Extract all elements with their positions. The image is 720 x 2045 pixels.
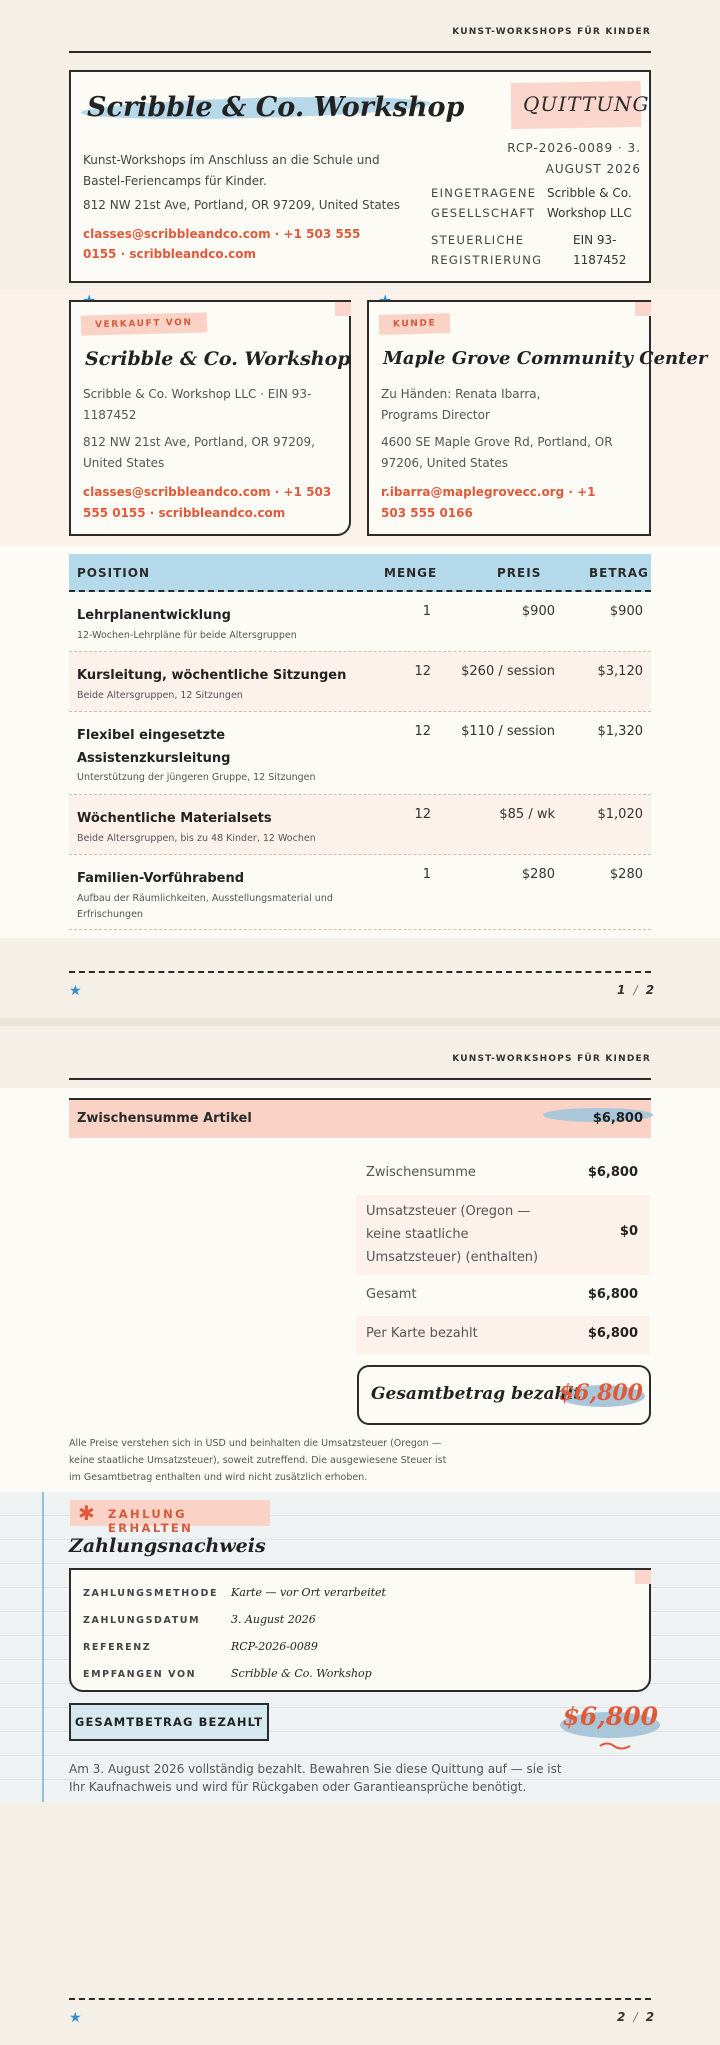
customer-contact[interactable]: r.ibarra@maplegrovecc.org · +1 503 555 0166 [381, 485, 596, 520]
company-address: 812 NW 21st Ave, Portland, OR 97209, United States [83, 198, 401, 212]
tape-corner [635, 302, 651, 316]
payment-pill-text: ZAHLUNG ERHALTEN [108, 1507, 194, 1535]
subtotal-label: Zwischensumme [366, 1165, 476, 1180]
seller-address: 812 NW 21st Ave, Portland, OR 97209, United States [83, 435, 315, 470]
page-gap [0, 1018, 720, 1026]
table-header [69, 554, 651, 592]
received-by-label: EMPFANGEN VON [83, 1669, 197, 1680]
page2-number [617, 2010, 654, 2024]
col-qty: MENGE [384, 566, 438, 580]
customer-name: Maple Grove Community Center [383, 348, 708, 369]
receipt-reference: RCP-2026-0089 · 3. AUGUST 2026 [507, 141, 641, 176]
page-total: 2 [645, 2010, 655, 2024]
item-description: Beide Altersgruppen, bis zu 48 Kinder, 12 Wochen [77, 833, 316, 844]
customer-attention: Zu Händen: Renata Ibarra, Programs Director [381, 387, 541, 422]
registered-value: Scribble & Co. Workshop LLC [547, 186, 632, 220]
company-title: Scribble & Co. Workshop [87, 92, 465, 123]
payment-date-value: 3. August 2026 [231, 1613, 316, 1626]
item-qty: 12 [414, 724, 431, 739]
page2-footer-rule [69, 1998, 651, 2000]
page-current: 1 [617, 983, 626, 997]
payment-reference-value: RCP-2026-0089 [231, 1640, 318, 1653]
col-price: PREIS [497, 566, 542, 580]
col-amount: BETRAG [589, 566, 649, 580]
item-name: Flexibel eingesetzte Assistenzkursleitung [77, 728, 231, 766]
margin-line [42, 1492, 44, 1802]
header-kicker: KUNST-WORKSHOPS FÜR KINDER [452, 27, 651, 37]
total-row [356, 1277, 650, 1315]
grand-total-label: Gesamtbetrag bezahlt [371, 1384, 582, 1404]
paid-in-full-badge: GESAMTBETRAG BEZAHLT [69, 1703, 269, 1741]
customer-card [367, 300, 708, 536]
payment-method-label: ZAHLUNGSMETHODE [83, 1588, 219, 1599]
item-amount: $1,320 [597, 724, 643, 739]
star-icon: ★ [69, 983, 82, 999]
items-subtotal-label: Zwischensumme Artikel [77, 1111, 252, 1126]
item-amount: $280 [609, 867, 643, 882]
card-paid-label: Per Karte bezahlt [366, 1326, 478, 1341]
payment-reference-label: REFERENZ [83, 1642, 152, 1653]
item-qty: 12 [414, 807, 431, 822]
header-kicker: KUNST-WORKSHOPS FÜR KINDER [452, 1054, 651, 1064]
hero-card [69, 70, 651, 283]
tape-corner [635, 1570, 651, 1584]
item-price: $110 / session [461, 724, 555, 739]
header-rule [69, 51, 651, 53]
tax-footnote: Alle Preise verstehen sich in USD und beinhalten die Umsatzsteuer (Oregon — keine staatliche Umsatzsteuer), soweit zutreffend. Die ausgewiesene Steuer ist im Gesamtbetrag enthalten und wird nicht zusätzlich erhoben. [69, 1438, 447, 1483]
item-price: $900 [521, 604, 555, 619]
card-paid-row [356, 1316, 650, 1354]
asterisk-icon: ✱ [78, 1501, 95, 1525]
table-row [69, 592, 651, 652]
item-name: Wöchentliche Materialsets [77, 811, 272, 826]
seller-legal: Scribble & Co. Workshop LLC · EIN 93-1187452 [83, 387, 312, 422]
items-subtotal-value: $6,800 [592, 1111, 643, 1126]
tax-label: Umsatzsteuer (Oregon — keine staatliche Umsatzsteuer) (enthalten) [366, 1204, 539, 1265]
received-by-value: Scribble & Co. Workshop [231, 1667, 372, 1680]
table-row [69, 795, 651, 855]
seller-name: Scribble & Co. Workshop [85, 348, 351, 370]
grand-total-box [357, 1365, 651, 1425]
paid-note: Am 3. August 2026 vollständig bezahlt. Bewahren Sie diese Quittung auf — sie ist Ihr Kaufnachweis und wird für Rückgaben oder Garantieansprüche benötigt. [69, 1762, 562, 1794]
company-description: Kunst-Workshops im Anschluss an die Schule und Bastel-Feriencamps für Kinder. [83, 153, 380, 188]
item-name: Lehrplanentwicklung [77, 608, 231, 623]
item-qty: 1 [422, 867, 431, 882]
star-icon: ★ [69, 2010, 82, 2026]
page-current: 2 [617, 2010, 626, 2024]
registered-label: EINGETRAGENE GESELLSCHAFT [431, 186, 537, 220]
item-name: Kursleitung, wöchentliche Sitzungen [77, 668, 347, 683]
customer-pill: KUNDE [379, 313, 451, 335]
subtotal-row [356, 1155, 650, 1193]
total-value: $6,800 [587, 1287, 638, 1302]
item-price: $260 / session [461, 664, 555, 679]
tax-value: $0 [619, 1224, 638, 1239]
item-qty: 12 [414, 664, 431, 679]
items-subtotal-bar [69, 1098, 651, 1138]
item-description: Aufbau der Räumlichkeiten, Ausstellungsmaterial und Erfrischungen [77, 893, 333, 920]
page1-number [617, 983, 654, 997]
table-row [69, 712, 651, 795]
item-description: Beide Altersgruppen, 12 Sitzungen [77, 690, 243, 701]
item-amount: $3,120 [597, 664, 643, 679]
tax-label: STEUERLICHE REGISTRIERUNG [431, 233, 543, 267]
payment-details-box [69, 1568, 651, 1692]
subtotal-value: $6,800 [587, 1165, 638, 1180]
page-sep: / [633, 2010, 638, 2024]
item-description: Unterstützung der jüngeren Gruppe, 12 Sitzungen [77, 772, 316, 783]
tax-row [356, 1195, 650, 1275]
col-position: POSITION [77, 566, 150, 580]
payment-pill [70, 1500, 270, 1535]
item-price: $280 [521, 867, 555, 882]
paid-amount: $6,800 [562, 1702, 658, 1731]
tax-value: EIN 93-1187452 [573, 233, 627, 267]
company-contact[interactable]: classes@scribbleandco.com · +1 503 555 0155 · scribbleandco.com [83, 227, 361, 261]
page-total: 2 [645, 983, 655, 997]
total-label: Gesamt [366, 1287, 417, 1302]
payment-title: Zahlungsnachweis [69, 1535, 266, 1557]
seller-pill: VERKAUFT VON [81, 312, 207, 335]
payment-date-label: ZAHLUNGSDATUM [83, 1615, 201, 1626]
item-name: Familien-Vorführabend [77, 871, 245, 886]
page1-footer-rule [69, 971, 651, 973]
item-amount: $1,020 [597, 807, 643, 822]
page-sep: / [633, 983, 638, 997]
item-qty: 1 [422, 604, 431, 619]
seller-contact[interactable]: classes@scribbleandco.com · +1 503 555 0155 · scribbleandco.com [83, 485, 332, 520]
customer-address: 4600 SE Maple Grove Rd, Portland, OR 97206, United States [381, 435, 613, 470]
table-row [69, 855, 651, 930]
item-amount: $900 [609, 604, 643, 619]
item-price: $85 / wk [499, 807, 555, 822]
seller-card [69, 300, 351, 536]
grand-total-value: $6,800 [558, 1380, 643, 1406]
receipt-stamp-text: QUITTUNG [523, 92, 650, 116]
item-description: 12-Wochen-Lehrpläne für beide Altersgruppen [77, 630, 297, 641]
header-rule [69, 1078, 651, 1080]
tape-corner [335, 302, 351, 316]
table-row [69, 652, 651, 712]
card-paid-value: $6,800 [587, 1326, 638, 1341]
squiggle-icon [598, 1740, 632, 1752]
payment-method-value: Karte — vor Ort verarbeitet [231, 1586, 386, 1599]
